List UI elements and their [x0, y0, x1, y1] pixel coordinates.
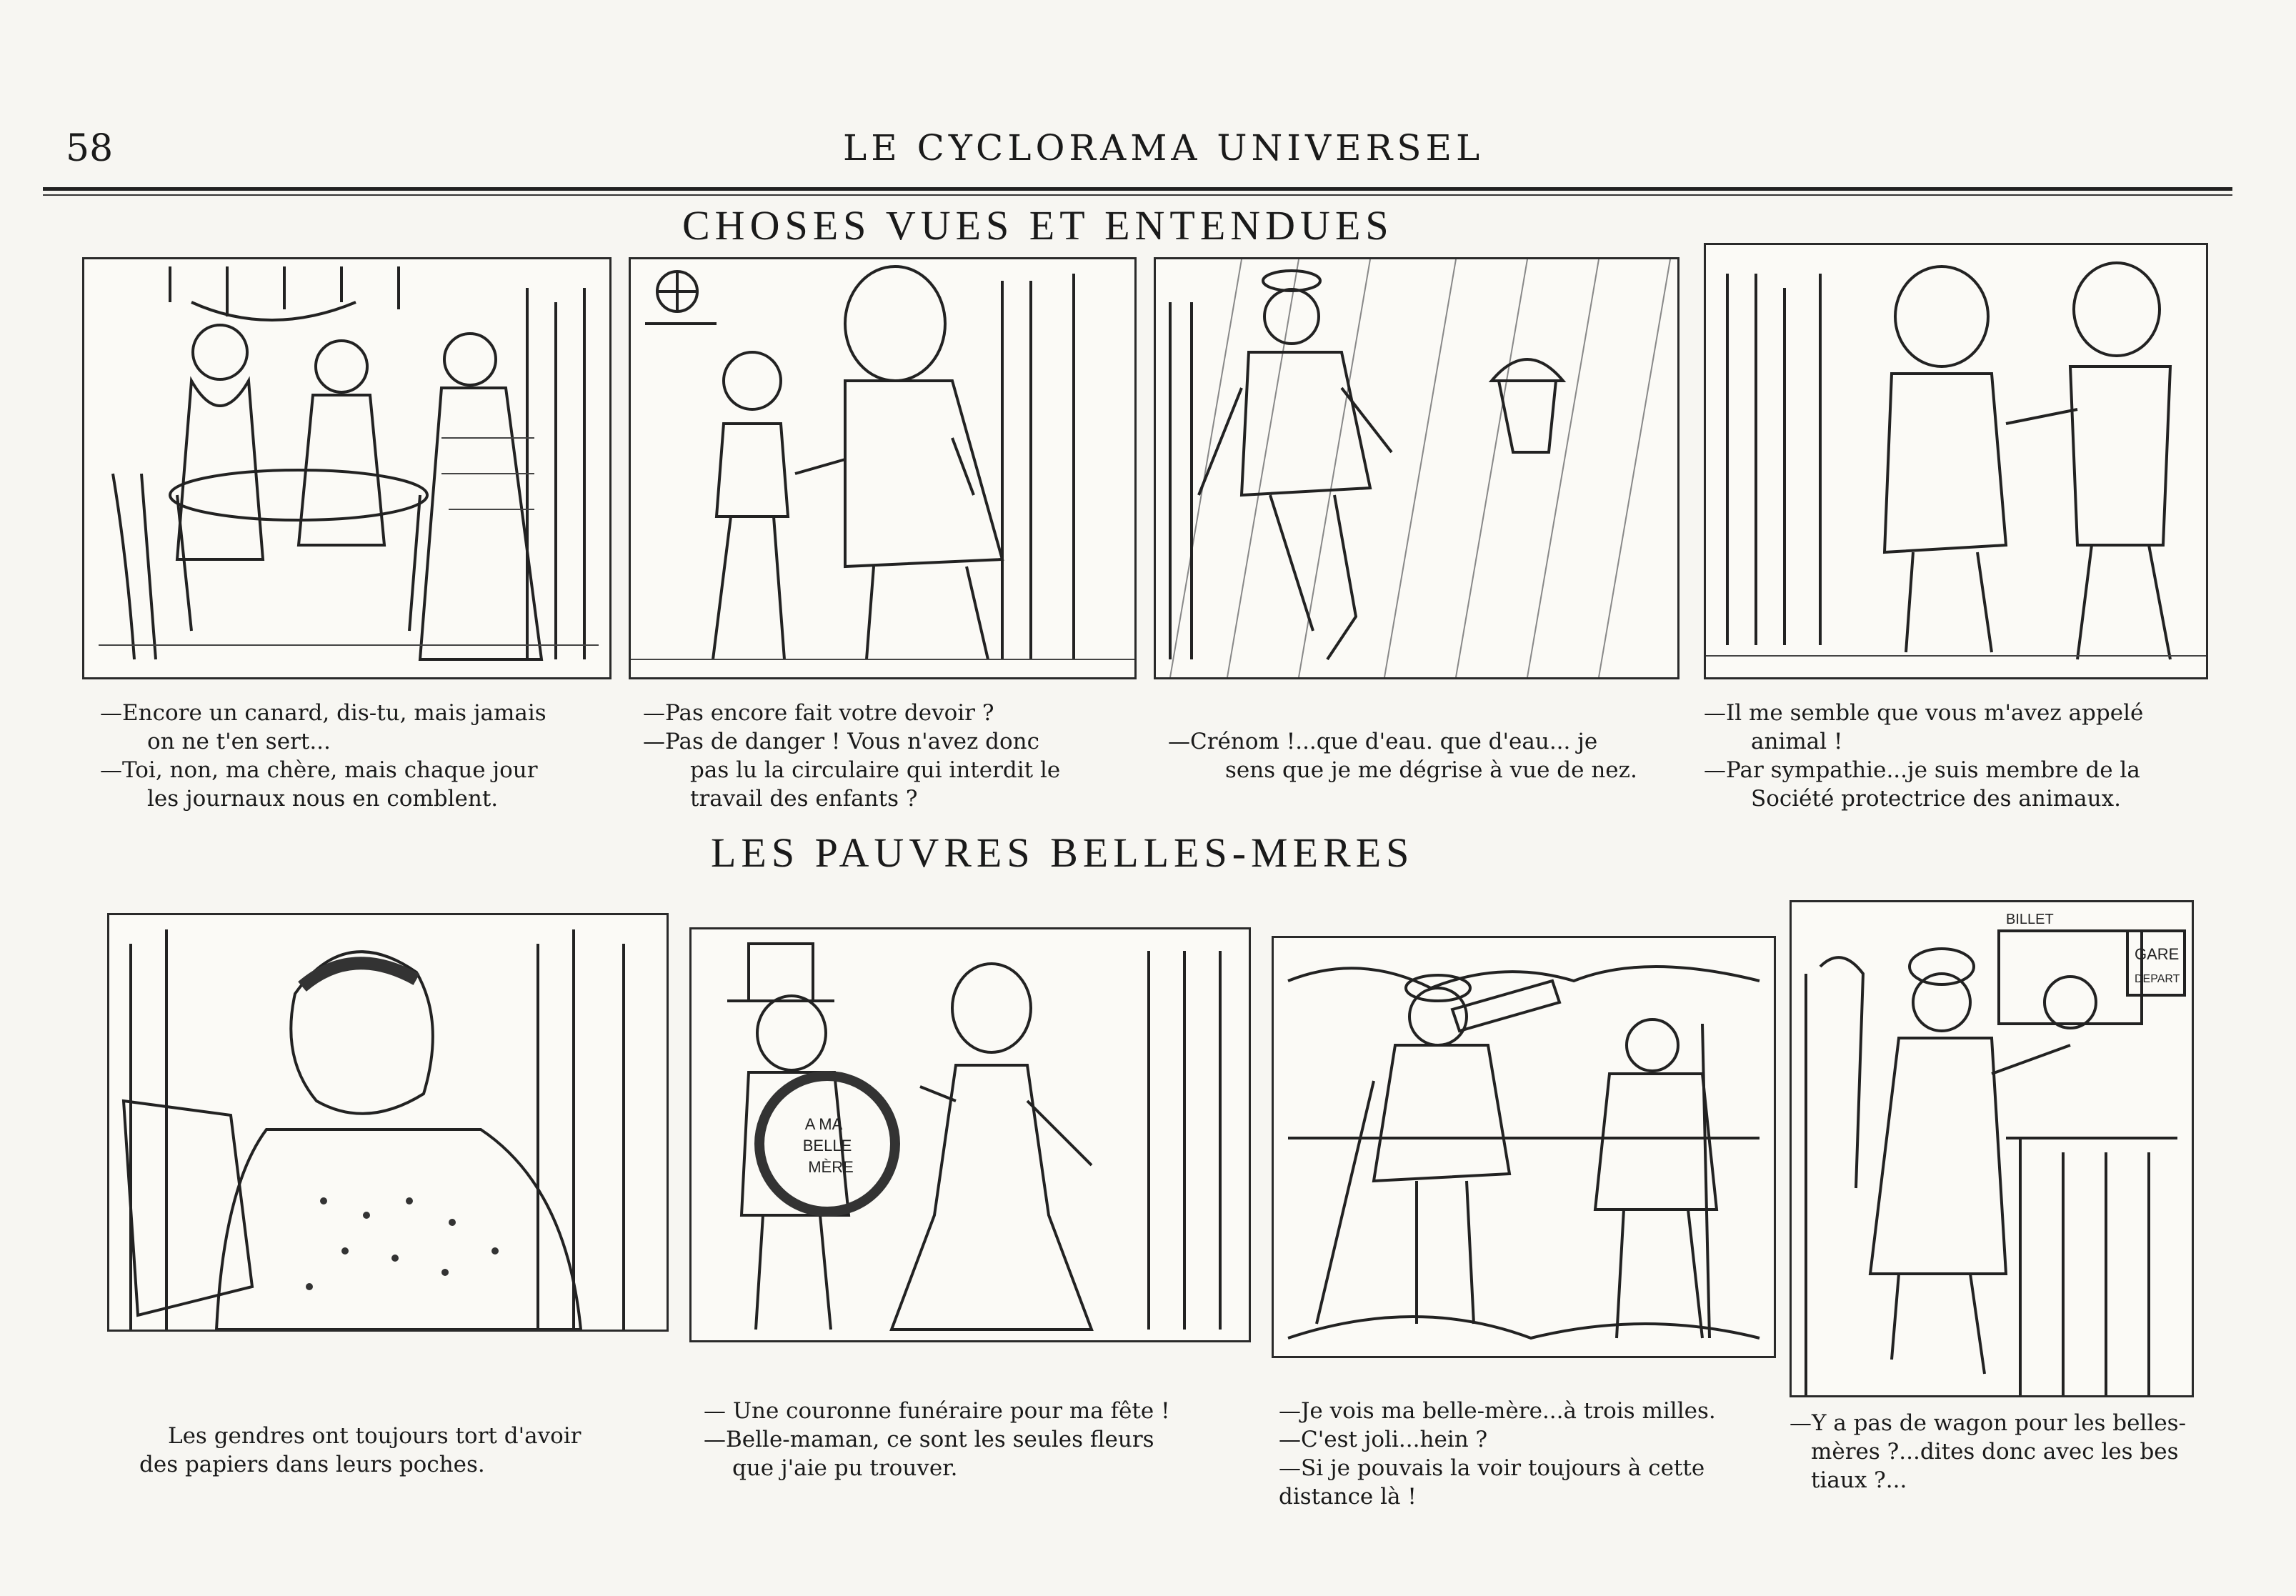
caption-line: —Pas encore fait votre devoir ?: [643, 700, 994, 726]
caption-wreath: [704, 1397, 1170, 1482]
caption-gentlemen: [1704, 699, 2143, 813]
illustration-woman-reading: [107, 913, 669, 1332]
caption-line: sens que je me dégrise à vue de nez.: [1225, 757, 1637, 783]
wreath-text-line: A MA: [804, 1115, 843, 1133]
caption-line: Les gendres ont toujours tort d'avoir: [168, 1423, 582, 1449]
caption-line: —C'est joli...hein ?: [1279, 1427, 1488, 1452]
caption-line: —Encore un canard, dis-tu, mais jamais: [100, 700, 546, 726]
section-title-belles-meres: LES PAUVRES BELLES-MERES: [711, 829, 1414, 876]
caption-line: Société protectrice des animaux.: [1751, 786, 2121, 812]
illustration-two-gentlemen: [1704, 243, 2208, 679]
caption-line: tiaux ?...: [1811, 1467, 1907, 1493]
wreath-drawing: [692, 929, 1249, 1340]
caption-line: —Belle-maman, ce sont les seules fleurs: [704, 1427, 1154, 1452]
caption-line: —Pas de danger ! Vous n'avez donc: [643, 729, 1040, 754]
header-rule-thin: [43, 194, 2232, 196]
header-rule: [43, 187, 2232, 191]
illustration-telescope: [1272, 936, 1776, 1358]
illustration-funeral-wreath: [689, 927, 1251, 1342]
caption-line: —Toi, non, ma chère, mais chaque jour: [100, 757, 538, 783]
caption-line: — Une couronne funéraire pour ma fête !: [704, 1398, 1170, 1424]
caption-woman-reading: [139, 1422, 581, 1479]
caption-line: —Je vois ma belle-mère...à trois milles.: [1279, 1398, 1716, 1424]
caption-station: [1790, 1409, 2186, 1495]
dinner-drawing: [84, 259, 609, 677]
caption-line: —Y a pas de wagon pour les belles-: [1790, 1410, 2187, 1436]
illustration-teacher-and-boy: [629, 257, 1137, 679]
telescope-drawing: [1274, 938, 1774, 1356]
caption-line: des papiers dans leurs poches.: [139, 1452, 485, 1477]
caption-line: travail des enfants ?: [690, 786, 918, 812]
illustration-station-ticket: [1790, 900, 2194, 1397]
caption-dinner: [100, 699, 546, 813]
caption-line: mères ?...dites donc avec les bes: [1811, 1439, 2179, 1465]
caption-line: les journaux nous en comblent.: [147, 786, 499, 812]
teacher-boy-drawing: [631, 259, 1134, 677]
caption-line: on ne t'en sert...: [147, 729, 331, 754]
caption-telescope: [1279, 1397, 1716, 1511]
gare-sign: GARE: [2135, 945, 2180, 963]
caption-line: pas lu la circulaire qui interdit le: [690, 757, 1061, 783]
caption-line: —Si je pouvais la voir toujours à cette: [1279, 1455, 1705, 1481]
running-title: LE CYCLORAMA UNIVERSEL: [843, 127, 1484, 169]
woman-reading-drawing: [109, 915, 667, 1330]
rain-drawing: [1156, 259, 1677, 677]
caption-line: —Il me semble que vous m'avez appelé: [1704, 700, 2144, 726]
illustration-man-in-rain: [1154, 257, 1679, 679]
caption-teacher-boy: [643, 699, 1060, 813]
caption-line: distance là !: [1279, 1484, 1417, 1510]
ticket-sign: BILLET: [2006, 912, 2054, 927]
wreath-text-line: MÈRE: [808, 1158, 854, 1176]
caption-line: que j'aie pu trouver.: [732, 1455, 958, 1481]
page-number: 58: [66, 127, 114, 170]
station-drawing: [1792, 902, 2192, 1395]
caption-line: —Par sympathie...je suis membre de la: [1704, 757, 2140, 783]
depart-sign: DEPART: [2135, 973, 2180, 985]
caption-line: animal !: [1751, 729, 1843, 754]
gentlemen-drawing: [1706, 245, 2206, 677]
wreath-text-line: BELLE: [802, 1137, 852, 1154]
caption-line: —Crénom !...que d'eau. que d'eau... je: [1168, 729, 1598, 754]
illustration-dinner-scene: [82, 257, 612, 679]
caption-rain: [1168, 727, 1637, 784]
section-title-choses-vues: CHOSES VUES ET ENTENDUES: [682, 202, 1394, 249]
